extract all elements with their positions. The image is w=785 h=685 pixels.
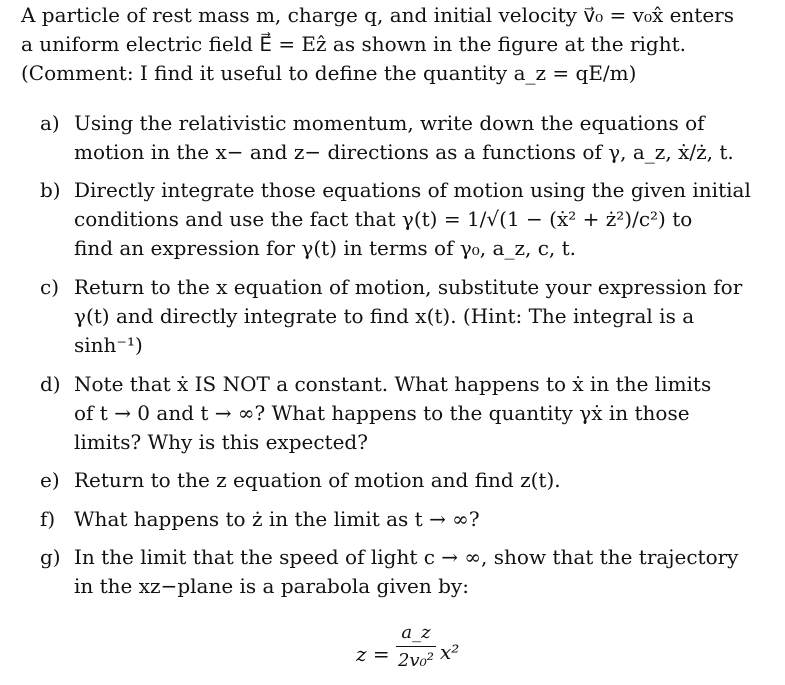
part-c-line-1: Return to the x equation of motion, substitute your expression for [74,275,743,299]
part-b-marker: b) [40,178,61,202]
part-f-marker: f) [40,507,56,531]
part-g-line-1: In the limit that the speed of light c → ∞, show that the trajectory [74,545,739,569]
part-e [40,466,745,495]
equation-lhs: z = [356,642,390,666]
intro-line-3: (Comment: I find it useful to define the quantity a_z = qE/m) [21,61,637,85]
equation-fraction [396,622,436,672]
part-e-line-1: Return to the z equation of motion and find z(t). [74,468,561,492]
part-a [40,109,745,167]
part-a-line-2: motion in the x− and z− directions as a functions of γ, a_z, ẋ/ż, t. [74,140,734,164]
part-c-text [74,273,742,360]
fraction-bar [396,646,436,647]
part-d-line-2: of t → 0 and t → ∞? What happens to the quantity γẋ in those [74,401,690,425]
equation-rhs: x² [440,640,460,664]
part-d-line-3: limits? Why is this expected? [74,430,368,454]
part-d [40,370,745,457]
part-a-line-1: Using the relativistic momentum, write down the equations of [74,111,705,135]
intro-line-1: A particle of rest mass m, charge q, and initial velocity v⃗₀ = v₀x̂ enters [21,3,735,27]
part-c-line-2: γ(t) and directly integrate to find x(t). (Hint: The integral is a [74,304,695,328]
part-f-text [74,505,742,534]
parabola-equation [340,618,500,678]
part-c-marker: c) [40,275,60,299]
equation-numerator: a_z [401,622,431,643]
intro-line-2: a uniform electric field E⃗ = Eẑ as shown in the figure at the right. [21,32,686,56]
part-c [40,273,745,360]
part-d-text [74,370,742,457]
part-e-text [74,466,742,495]
problem-intro [21,1,763,88]
part-b-line-2: conditions and use the fact that γ(t) = 1/√(1 − (ẋ² + ż²)/c²) to [74,207,693,231]
part-b-line-3: find an expression for γ(t) in terms of γ₀, a_z, c, t. [74,236,577,260]
part-g-text [74,543,742,601]
part-b-line-1: Directly integrate those equations of motion using the given initial [74,178,751,202]
part-g-marker: g) [40,545,61,569]
part-d-line-1: Note that ẋ IS NOT a constant. What happens to ẋ in the limits [74,372,712,396]
part-b [40,176,751,263]
equation-denominator: 2v₀² [397,650,435,671]
part-a-marker: a) [40,111,60,135]
part-e-marker: e) [40,468,60,492]
part-f [40,505,745,534]
part-g [40,543,745,601]
part-g-line-2: in the xz−plane is a parabola given by: [74,574,469,598]
part-a-text [74,109,742,167]
part-b-text [74,176,751,263]
part-f-line-1: What happens to ż in the limit as t → ∞? [74,507,480,531]
part-d-marker: d) [40,372,61,396]
part-c-line-3: sinh⁻¹) [74,333,143,357]
